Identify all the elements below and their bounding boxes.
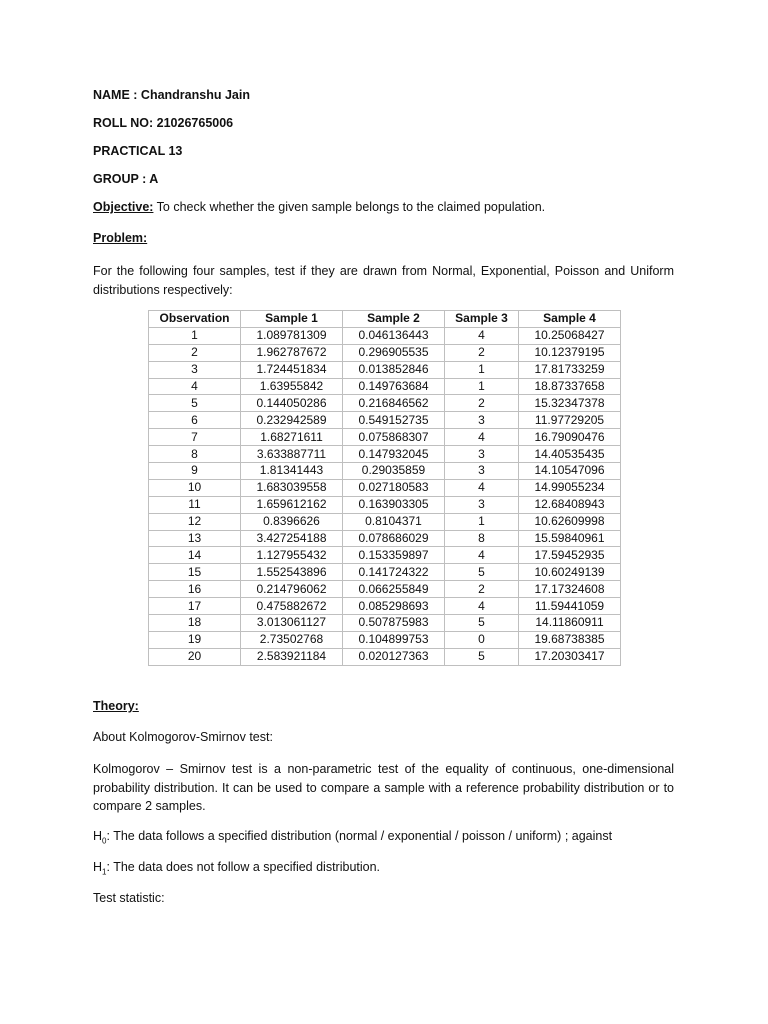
practical-number: PRACTICAL 13	[93, 144, 183, 158]
cell-sample-1: 3.633887711	[241, 446, 343, 463]
theory-label: Theory:	[93, 699, 139, 713]
cell-sample-2: 0.085298693	[343, 598, 445, 615]
cell-observation: 10	[149, 479, 241, 496]
cell-sample-1: 1.68271611	[241, 429, 343, 446]
cell-sample-3: 4	[445, 429, 519, 446]
samples-table	[148, 310, 621, 666]
cell-sample-4: 14.10547096	[519, 463, 621, 480]
cell-sample-2: 0.507875983	[343, 615, 445, 632]
table-row	[149, 378, 621, 395]
cell-observation: 13	[149, 530, 241, 547]
table-row	[149, 547, 621, 564]
cell-sample-1: 0.214796062	[241, 581, 343, 598]
cell-sample-3: 4	[445, 479, 519, 496]
header-observation: Observation	[149, 311, 241, 328]
test-statistic-label: Test statistic:	[93, 891, 165, 905]
cell-sample-3: 0	[445, 631, 519, 648]
table-row	[149, 327, 621, 344]
cell-sample-2: 0.216846562	[343, 395, 445, 412]
cell-sample-3: 3	[445, 463, 519, 480]
table-row	[149, 412, 621, 429]
roll-number: ROLL NO: 21026765006	[93, 116, 234, 130]
cell-sample-1: 0.232942589	[241, 412, 343, 429]
cell-sample-4: 17.17324608	[519, 581, 621, 598]
cell-observation: 16	[149, 581, 241, 598]
cell-sample-2: 0.8104371	[343, 513, 445, 530]
cell-observation: 2	[149, 344, 241, 361]
cell-sample-4: 12.68408943	[519, 496, 621, 513]
cell-sample-3: 5	[445, 615, 519, 632]
cell-sample-1: 0.8396626	[241, 513, 343, 530]
cell-observation: 8	[149, 446, 241, 463]
cell-observation: 18	[149, 615, 241, 632]
cell-sample-4: 14.11860911	[519, 615, 621, 632]
problem-text: For the following four samples, test if they are drawn from Normal, Exponential, Poisson and Uniform distributions respectively:	[93, 264, 674, 297]
cell-sample-4: 17.81733259	[519, 361, 621, 378]
cell-sample-1: 1.089781309	[241, 327, 343, 344]
table-row	[149, 446, 621, 463]
table-row	[149, 631, 621, 648]
table-row	[149, 496, 621, 513]
header-sample-2: Sample 2	[343, 311, 445, 328]
cell-sample-3: 2	[445, 581, 519, 598]
cell-sample-3: 5	[445, 648, 519, 665]
cell-observation: 6	[149, 412, 241, 429]
cell-sample-1: 0.475882672	[241, 598, 343, 615]
table-row	[149, 530, 621, 547]
h0-text: : The data follows a specified distribution (normal / exponential / poisson / uniform) ; against	[106, 829, 613, 843]
cell-sample-1: 1.683039558	[241, 479, 343, 496]
cell-observation: 12	[149, 513, 241, 530]
cell-sample-2: 0.296905535	[343, 344, 445, 361]
cell-observation: 4	[149, 378, 241, 395]
cell-sample-3: 3	[445, 446, 519, 463]
cell-sample-3: 1	[445, 378, 519, 395]
cell-sample-2: 0.066255849	[343, 581, 445, 598]
cell-sample-3: 1	[445, 361, 519, 378]
cell-sample-1: 2.73502768	[241, 631, 343, 648]
cell-sample-2: 0.29035859	[343, 463, 445, 480]
cell-sample-4: 10.12379195	[519, 344, 621, 361]
cell-sample-2: 0.153359897	[343, 547, 445, 564]
cell-sample-3: 2	[445, 395, 519, 412]
h1-text: : The data does not follow a specified distribution.	[106, 860, 381, 874]
cell-sample-1: 3.013061127	[241, 615, 343, 632]
table-row	[149, 479, 621, 496]
cell-sample-3: 2	[445, 344, 519, 361]
table-row	[149, 615, 621, 632]
cell-sample-2: 0.141724322	[343, 564, 445, 581]
table-row	[149, 395, 621, 412]
table-row	[149, 564, 621, 581]
cell-sample-3: 5	[445, 564, 519, 581]
cell-sample-4: 10.62609998	[519, 513, 621, 530]
cell-sample-4: 10.60249139	[519, 564, 621, 581]
cell-sample-4: 16.79090476	[519, 429, 621, 446]
cell-sample-2: 0.163903305	[343, 496, 445, 513]
cell-sample-4: 14.40535435	[519, 446, 621, 463]
cell-sample-1: 1.962787672	[241, 344, 343, 361]
cell-observation: 1	[149, 327, 241, 344]
h1-letter: H	[93, 860, 103, 874]
table-row	[149, 344, 621, 361]
table-row	[149, 513, 621, 530]
cell-sample-1: 1.552543896	[241, 564, 343, 581]
cell-observation: 7	[149, 429, 241, 446]
cell-sample-4: 17.20303417	[519, 648, 621, 665]
cell-sample-2: 0.013852846	[343, 361, 445, 378]
cell-sample-2: 0.075868307	[343, 429, 445, 446]
cell-sample-1: 1.63955842	[241, 378, 343, 395]
cell-sample-4: 11.59441059	[519, 598, 621, 615]
cell-observation: 11	[149, 496, 241, 513]
cell-sample-2: 0.149763684	[343, 378, 445, 395]
cell-sample-4: 18.87337658	[519, 378, 621, 395]
table-row	[149, 581, 621, 598]
h1-subscript: 1	[102, 867, 107, 877]
objective-line	[93, 200, 545, 214]
null-hypothesis	[93, 829, 612, 846]
about-ks-test: About Kolmogorov-Smirnov test:	[93, 730, 273, 744]
cell-sample-1: 1.659612162	[241, 496, 343, 513]
cell-sample-4: 15.59840961	[519, 530, 621, 547]
table-body	[149, 327, 621, 665]
alternative-hypothesis	[93, 860, 380, 877]
group-label: GROUP : A	[93, 172, 159, 186]
cell-sample-3: 1	[445, 513, 519, 530]
header-sample-1: Sample 1	[241, 311, 343, 328]
cell-sample-4: 11.97729205	[519, 412, 621, 429]
cell-sample-3: 8	[445, 530, 519, 547]
cell-observation: 19	[149, 631, 241, 648]
cell-sample-1: 1.81341443	[241, 463, 343, 480]
cell-sample-4: 15.32347378	[519, 395, 621, 412]
cell-sample-2: 0.147932045	[343, 446, 445, 463]
cell-sample-1: 1.724451834	[241, 361, 343, 378]
cell-sample-1: 2.583921184	[241, 648, 343, 665]
cell-sample-2: 0.027180583	[343, 479, 445, 496]
cell-observation: 15	[149, 564, 241, 581]
objective-label: Objective:	[93, 200, 154, 214]
cell-sample-1: 3.427254188	[241, 530, 343, 547]
table-row	[149, 598, 621, 615]
table-row	[149, 648, 621, 665]
cell-sample-4: 10.25068427	[519, 327, 621, 344]
table-row	[149, 361, 621, 378]
cell-sample-2: 0.104899753	[343, 631, 445, 648]
ks-description: Kolmogorov – Smirnov test is a non-parametric test of the equality of continuous, one-dimensional probability distribution. It can be used to compare a sample with a reference probability distribution or to compare 2 samples.	[93, 762, 674, 813]
cell-sample-2: 0.078686029	[343, 530, 445, 547]
objective-text: To check whether the given sample belongs to the claimed population.	[153, 200, 546, 214]
header-sample-3: Sample 3	[445, 311, 519, 328]
table-header-row	[149, 311, 621, 328]
cell-sample-2: 0.020127363	[343, 648, 445, 665]
cell-sample-3: 3	[445, 412, 519, 429]
cell-sample-1: 1.127955432	[241, 547, 343, 564]
cell-observation: 14	[149, 547, 241, 564]
table-row	[149, 463, 621, 480]
cell-sample-2: 0.549152735	[343, 412, 445, 429]
cell-sample-1: 0.144050286	[241, 395, 343, 412]
cell-observation: 5	[149, 395, 241, 412]
cell-observation: 17	[149, 598, 241, 615]
cell-observation: 3	[149, 361, 241, 378]
cell-sample-4: 17.59452935	[519, 547, 621, 564]
h0-subscript: 0	[102, 836, 107, 846]
cell-sample-3: 4	[445, 598, 519, 615]
table-row	[149, 429, 621, 446]
student-name: NAME : Chandranshu Jain	[93, 88, 250, 102]
header-sample-4: Sample 4	[519, 311, 621, 328]
cell-sample-3: 4	[445, 327, 519, 344]
cell-observation: 20	[149, 648, 241, 665]
cell-sample-3: 3	[445, 496, 519, 513]
cell-sample-4: 14.99055234	[519, 479, 621, 496]
cell-sample-2: 0.046136443	[343, 327, 445, 344]
cell-sample-4: 19.68738385	[519, 631, 621, 648]
cell-sample-3: 4	[445, 547, 519, 564]
cell-observation: 9	[149, 463, 241, 480]
problem-label: Problem:	[93, 231, 148, 245]
h0-letter: H	[93, 829, 103, 843]
